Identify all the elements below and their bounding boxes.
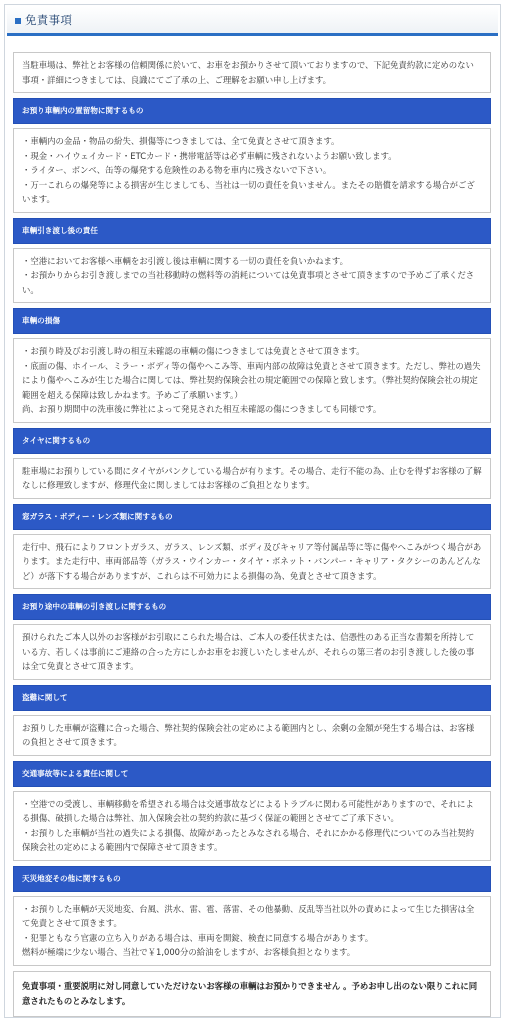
- section-heading: 盗難に関して: [13, 685, 491, 711]
- section-body: [13, 534, 491, 590]
- intro-box: [13, 52, 491, 93]
- section-line: ・万一これらの爆発等による損害が生じましても、当社は一切の責任を負いません。またその賠償を請求する場合がございます。: [22, 179, 475, 204]
- content-area: [5, 36, 500, 1017]
- section-line: ・空港においてお客様へ車輌をお引渡し後は車輌に関する一切の責任を負いかねます。: [22, 255, 348, 266]
- section-heading: お預り車輌内の置留物に関するもの: [13, 98, 491, 124]
- section-heading: 天災地変その他に関するもの: [13, 866, 491, 892]
- panel-header: [7, 7, 498, 36]
- section-line: お預りした車輌が盗難に合った場合、弊社契約保険会社の定めによる範囲内とし、余剰の金額が発生する場合は、お客様の負担とさせて頂きます。: [22, 722, 475, 747]
- square-bullet-icon: [15, 18, 21, 24]
- section-body: [13, 248, 491, 304]
- section-heading: タイヤに関するもの: [13, 428, 491, 454]
- section-body: [13, 624, 491, 680]
- section-body: [13, 458, 491, 499]
- section-heading: 車輌の損傷: [13, 308, 491, 334]
- footer-note: 免責事項・重要説明に対し同意していただけないお客様の車輌はお預かりできません 。予めお申し出のない限りこれに同意されたものとみなします。: [13, 971, 491, 1017]
- section-heading: 窓ガラス・ボディー・レンズ類に関するもの: [13, 504, 491, 530]
- section-body: [13, 715, 491, 756]
- section-line: ・現金・ハイウェイカード・ETCカード・携帯電話等は必ず車輌に残されないようお願い致します。: [22, 150, 397, 161]
- sections-list: [13, 98, 491, 966]
- disclaimer-panel: [4, 4, 501, 1018]
- section-line: ・お預りした車輌が当社の過失による損傷、故障があったとみなされる場合、それにかかる修理代についてのみ当社契約保険会社の定めによる範囲内で保障させて頂きます。: [22, 827, 474, 852]
- section-line: 尚、お預り期間中の洗車後に弊社によって発見された相互未確認の傷につきましても同様です。: [22, 404, 382, 414]
- section-body: [13, 128, 491, 213]
- section-line: ・犯罪ともなう官憲の立ち入りがある場合は、車両を開錠、検査に同意する場合があります。: [22, 932, 374, 943]
- section-line: ・お預りした車輌が天災地変、台風、洪水、雷、雹、落雷、その他暴動、反乱等当社以外の責めによって生じた損害は全て免責とさせて頂きます。: [22, 903, 475, 928]
- section-line: 燃料が極端に少ない場合、当社で￥1,000分の給油をしますが、お客様負担となります。: [22, 947, 356, 957]
- section-heading: 車輌引き渡し後の責任: [13, 218, 491, 244]
- section-line: 預けられたご本人以外のお客様がお引取にこられた場合は、ご本人の委任状または、信憑性のある正当な書類を所持している方、若しくは事前にご連絡の合った方にしかお車をお渡しいたしませんが、それらの第三者のお引き渡しした後の事は全て免責とさせて頂きます。: [22, 632, 475, 671]
- section-line: ・車輌内の金品・物品の紛失、損傷等につきましては、全て免責とさせて頂きます。: [22, 136, 340, 146]
- section-heading: 交通事故等による責任に関して: [13, 761, 491, 787]
- section-body: [13, 791, 491, 861]
- section-line: ・お預り時及びお引渡し時の相互未確認の車輌の傷につきましては免責とさせて頂きます。: [22, 346, 365, 356]
- section-line: 走行中、飛石によりフロントガラス、ガラス、レンズ類、ボディ及びキャリア等付属品等に等に傷やへこみがつく場合があります。また走行中、車両部品等（ガラス・ウインカー・タイヤ・ボネット・バンパー・キャリア・タクシーのあんどんなど）が落下する場合がありますが、これらは不可効力による損傷の為、免責とさせて頂きます。: [22, 541, 482, 581]
- section-line: ・空港での受渡し、車輌移動を希望される場合は交通事故などによるトラブルに関わる可能性がありますので、それによる損傷、破損した場合は弊社、加入保険会社の契約約款に基づく保証の範囲とさせてご了承下さい。: [22, 798, 474, 823]
- section-line: ・お預かりからお引き渡しまでの当社移動時の燃料等の消耗については免責事項とさせて頂きますので予めご了承ください。: [22, 270, 475, 295]
- section-heading: お預り途中の車輌の引き渡しに関するもの: [13, 594, 491, 620]
- section-body: [13, 338, 491, 423]
- page-title: 免責事項: [25, 13, 73, 27]
- section-line: ・ライター、ボンベ、缶等の爆発する危険性のある物を車内に残さないで下さい。: [22, 165, 332, 175]
- section-line: 駐車場にお預りしている間にタイヤがパンクしている場合が有ります。その場合、走行不能の為、止むを得ずお客様の了解なしに修理致しますが、修理代金に関しましてはお客様のご負担となります。: [22, 465, 482, 490]
- intro-text: 当駐車場は、弊社とお客様の信頼関係に於いて、お車をお預かりさせて頂いておりますので、下記免責約款に定めのない事項・詳細につきましては、良識にてご了承の上、ご理解をお願い申し上げます。: [22, 60, 474, 85]
- section-line: ・底面の傷、ホイール、ミラー・ボディ等の傷やへこみ等、車両内部の故障は免責とさせて頂きます。ただし、弊社の過失により傷やへこみが生じた場合に関しては、弊社契約保険会社の規定範囲での保障と致します。（弊社契約保険会社の規定範囲を超える保障は致しかねます。予めご了承願います。）: [22, 360, 481, 400]
- section-body: [13, 896, 491, 966]
